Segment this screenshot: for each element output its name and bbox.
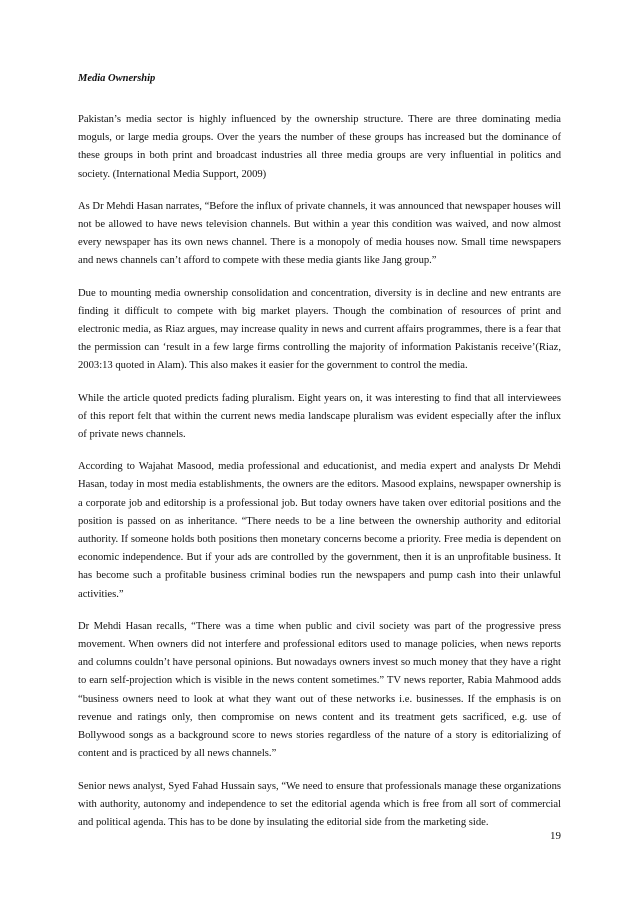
page-content [78,71,561,846]
section-heading: Media Ownership [78,73,156,84]
paragraph: Due to mounting media ownership consolidation and concentration, diversity is in decline and new entrants are finding it difficult to compete with big market players. Though the combination of resources of print and electronic media, as Riaz argues, may increase quality in news and current affairs programmes, there is a fear that the permission can ‘result in a few large firms controlling the majority of information Pakistanis receive’(Riaz, 2003:13 quoted in Alam). This also makes it easier for the government to control the media. [78,287,561,372]
paragraph: As Dr Mehdi Hasan narrates, “Before the influx of private channels, it was announced that newspaper houses will not be allowed to have news television channels. But within a year this condition was waived, and now almost every newspaper has its own news channel. There is a monopoly of media houses now. Small time newspapers and news channels can’t afford to compete with these media giants like Jang group.” [78,200,561,267]
paragraph: According to Wajahat Masood, media professional and educationist, and media expert and analysts Dr Mehdi Hasan, today in most media establishments, the owners are the editors. Masood explains, newspaper ownership is a corporate job and editorship is a professional job. But today owners have taken over editorial positions and the position is passed on as inheritance. “There needs to be a line between the ownership authority and editorial authority. If someone holds both positions then monetary concerns become a priority. Free media is dependent on economic independence. But if your ads are controlled by the government, then it is an unprofitable business. It has become such a profitable business criminal bodies run the newspapers and pump cash into their unlawful activities.” [78,461,561,600]
paragraph: Senior news analyst, Syed Fahad Hussain says, “We need to ensure that professionals manage these organizations with authority, autonomy and independence to set the editorial agenda which is free from all sort of commercial and political agenda. This has to be done by insulating the editorial side from the marketing side. [78,780,561,828]
paragraph: Pakistan’s media sector is highly influenced by the ownership structure. There are three dominating media moguls, or large media groups. Over the years the number of these groups has increased but the dominance of these groups in both print and broadcast industries all three media groups are very influential in politics and society. (International Media Support, 2009) [78,114,561,180]
paragraph: While the article quoted predicts fading pluralism. Eight years on, it was interesting to find that all interviewees of this report felt that within the current news media landscape pluralism was evident especially after the influx of private news channels. [78,392,561,441]
paragraph: Dr Mehdi Hasan recalls, “There was a time when public and civil society was part of the progressive press movement. When owners did not interfere and professional editors used to manage policies, when news reports and columns couldn’t have personal opinions. But nowadays owners invest so much money that they have a right to earn self-projection which is visible in the news content sometimes.” TV news reporter, Rabia Mahmood adds “business owners need to look at what they want out of these networks i.e. businesses. If the emphasis is on revenue and ratings only, then compromise on news content and its treatment gets sacrificed, e.g. use of Bollywood songs as a background score to news stories regardless of the nature of a story is editorializing of content and is practiced by all news channels.” [78,620,561,760]
page-number: 19 [550,830,561,842]
